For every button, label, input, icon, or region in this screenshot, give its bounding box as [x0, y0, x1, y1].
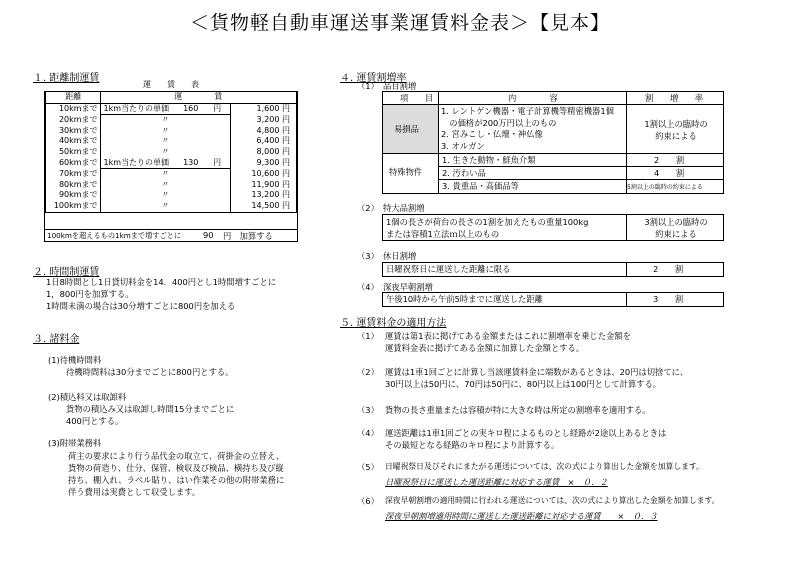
item-surcharge-table — [382, 91, 724, 194]
rule-number: （4） — [357, 428, 379, 438]
fare-row — [46, 169, 297, 180]
holiday-title: （3） 休日割増 — [357, 251, 417, 261]
special-contents — [439, 154, 723, 192]
oversize-rate-line: 3割以上の臨時の — [644, 217, 708, 227]
loading-fee-body — [66, 403, 234, 427]
fare-amount: 1,600 円 — [231, 103, 297, 115]
fare-note: 〃 — [161, 146, 170, 156]
extra-row — [45, 229, 297, 241]
oversize-line: 1個の長さが荷台の長さの1割を加えたもの重量100kg — [386, 217, 589, 227]
fare-note: 1km当たりの単価 — [103, 103, 170, 113]
fare-note-cell — [100, 201, 231, 212]
col-distance-header: 距離 — [46, 92, 101, 103]
fragile-label: 易損品 — [394, 124, 419, 134]
fragile-line: 2. 宮みこし・仏壇・神仏像 — [441, 129, 543, 139]
fare-amount: 3,200 円 — [231, 115, 297, 126]
loading-fee-line: 400円とする。 — [66, 416, 124, 426]
fare-distance: 90kmまで — [46, 190, 101, 201]
special-row — [439, 180, 723, 192]
extra-row-label: 100kmを超えるもの1kmまで増すごとに — [47, 231, 182, 240]
holiday-text: 日曜祝祭日に運送した距離に限る — [386, 264, 511, 274]
rule-line: 30円以上は50円に、70円は50円に、80円以上は100円として計算する。 — [385, 379, 662, 389]
fare-amount: 10,600 円 — [231, 169, 297, 180]
rule-line: 運賃料金表に掲げてある金額に加算した金額とする。 — [385, 343, 585, 353]
rule-line: 運送距離は1車1回ごとの実キロ程によるものとし経路が2途以上あるときは — [385, 428, 667, 438]
rule-line: 運賃は1車1回ごとに計算し当該運賃料金に端数があるときは、20円は切捨てに、 — [385, 367, 689, 377]
header-item: 項 目 — [400, 93, 434, 103]
oversize-line: または容積1立法ｍ以上のもの — [386, 229, 500, 239]
oversize-rate — [633, 216, 719, 240]
loading-fee-line: 貨物の積込み又は取卸し時間15分までごとに — [66, 404, 235, 414]
fare-note-cell — [100, 147, 231, 158]
divider — [626, 293, 627, 306]
fare-amount: 9,300 円 — [231, 158, 297, 169]
fragile-line: 3. オルガン — [441, 140, 485, 151]
special-line: 1. 生きた動物・鮮魚介類 — [442, 155, 536, 165]
oversize-rate-line: 約束による — [655, 229, 697, 239]
fare-note: 〃 — [161, 190, 170, 200]
fare-note: 〃 — [161, 169, 170, 179]
fare-note-cell — [100, 126, 231, 137]
fare-note-cell — [100, 103, 231, 115]
night-title: （4） 深夜早朝割増 — [357, 282, 433, 292]
extra-row-amount: 90 — [203, 230, 214, 240]
section2-heading: ２. 時間制運賃 — [33, 267, 100, 278]
fare-distance: 100kmまで — [46, 201, 101, 212]
ancillary-fee-line: 荷主の要求により行う品代金の取立て、荷掛金の立替え、 — [68, 451, 285, 461]
fare-amount: 4,800 円 — [231, 126, 297, 137]
holiday-formula: 日曜祝祭日に運送した運送距離に対応する運賃 × ０．２ — [385, 477, 608, 487]
fare-unit-price: 160 — [183, 103, 199, 113]
fragile-line: の価格が200万円以上のもの — [441, 117, 557, 128]
special-rate: 2 割 — [654, 155, 685, 165]
night-rate: 3 割 — [653, 294, 684, 304]
fare-row — [46, 147, 297, 158]
special-line: 3. 貴重品・高価品等 — [442, 181, 519, 191]
fragile-rate-line: 1割以上の臨時の — [644, 119, 708, 129]
fare-note-cell — [100, 115, 231, 126]
ancillary-fee-line: 持ち、棚入れ、ラベル貼り、はい作業その他の附帯業務に — [68, 475, 285, 485]
ancillary-fee-body — [68, 450, 284, 498]
fare-row — [46, 136, 297, 147]
rule-line: 運賃は第1表に掲げてある金額またはこれに割増率を乗じた金額を — [385, 331, 631, 341]
section2-line: 1日8時間とし1日貸切料金を14．400円とし1時間増すごとに — [46, 277, 277, 287]
fare-note: 〃 — [161, 115, 170, 125]
waiting-fee-text: 待機時間料は30分までごとに800円とする。 — [66, 367, 234, 377]
fare-note: 〃 — [161, 125, 170, 135]
fare-unit-yen: 円 — [213, 157, 222, 167]
fare-distance: 70kmまで — [46, 169, 101, 180]
fare-distance: 80kmまで — [46, 180, 101, 191]
oversize-text — [386, 216, 588, 240]
rule-number: （1） — [357, 331, 379, 341]
section2-line: 1時間未満の場合は30分増すごとに800円を加える — [46, 301, 236, 311]
header-rate: 割 増 率 — [645, 93, 704, 103]
fare-distance: 30kmまで — [46, 126, 101, 137]
special-line: 2. 汚わい品 — [442, 168, 486, 178]
fare-note: 〃 — [161, 200, 170, 210]
night-box — [382, 292, 724, 307]
fragile-contents — [441, 106, 614, 152]
fare-amount: 11,900 円 — [231, 180, 297, 191]
fare-note-cell — [100, 190, 231, 201]
fare-amount: 13,200 円 — [231, 190, 297, 201]
page-title: ＜貨物軽自動車運送事業運賃料金表＞【見本】 — [189, 12, 610, 34]
fare-note: 〃 — [161, 136, 170, 146]
rule-number: （5） — [357, 462, 379, 472]
special-rate: 4 割 — [654, 168, 685, 178]
divider — [626, 215, 627, 240]
holiday-rate: 2 割 — [653, 264, 684, 274]
section2-line: 1，800円を加算する。 — [46, 289, 134, 299]
rule-number: （6） — [357, 496, 379, 506]
ancillary-fee-title: (3)附帯業務料 — [48, 438, 102, 448]
special-rate: 5割以上の臨時の約束による — [627, 184, 703, 191]
special-row — [439, 167, 723, 180]
fare-note-cell — [100, 136, 231, 147]
fare-note-cell — [100, 158, 231, 169]
col-fare-header: 運 賃 — [100, 92, 296, 103]
special-row — [439, 154, 723, 167]
fare-row — [46, 190, 297, 201]
waiting-fee-title: (1)待機時間料 — [48, 355, 102, 365]
item-surcharge-title: （1） 品目割増 — [357, 81, 417, 91]
fare-row — [46, 115, 297, 126]
fare-row — [46, 180, 297, 191]
ancillary-fee-line: 伴う費用は実費として収受します。 — [68, 487, 201, 497]
fare-row — [46, 126, 297, 137]
fare-distance: 10kmまで — [46, 103, 101, 115]
fare-amount: 8,000 円 — [231, 147, 297, 158]
fare-row — [46, 158, 297, 169]
rule-line: その最短となる経路のキロ程により計算する。 — [385, 440, 560, 450]
oversize-title: （2） 特大品割増 — [357, 203, 425, 213]
fragile-line: 1. レントゲン機器・電子計算機等精密機器1個 — [441, 106, 614, 116]
night-text: 午後10時から午前5時までに運送した距離 — [386, 294, 543, 304]
fare-distance: 20kmまで — [46, 115, 101, 126]
ancillary-fee-line: 貨物の荷造り、仕分、保管、検収及び検品、横持ち及び縦 — [68, 463, 284, 473]
night-formula: 深夜早朝割増適用時間に運送した運送距離に対応する運賃 × ０．３ — [385, 511, 658, 521]
fragile-rate-line: 約束による — [655, 131, 697, 141]
fare-distance: 40kmまで — [46, 136, 101, 147]
fare-unit-price: 130 — [183, 157, 199, 167]
rule-line: 深夜早朝割増の適用時間に行われる運送については、次の式により算出した金額を加算します。 — [385, 496, 720, 505]
fare-row — [46, 103, 297, 115]
section5-heading: ５. 運賃料金の適用方法 — [340, 318, 447, 329]
holiday-box — [382, 262, 724, 277]
loading-fee-title: (2)積込料又は取卸料 — [48, 392, 127, 402]
fare-unit-yen: 円 — [213, 103, 222, 113]
fare-row — [46, 201, 297, 212]
section2-body — [46, 276, 276, 312]
fare-note-cell — [100, 169, 231, 180]
fare-distance: 60kmまで — [46, 158, 101, 169]
rule-line: 貨物の長さ重量または容積が特に大きな時は所定の割増率を適用する。 — [385, 405, 651, 415]
fare-note: 1km当たりの単価 — [103, 157, 170, 167]
fare-note-cell — [100, 180, 231, 191]
oversize-box — [382, 214, 724, 241]
fragile-rate — [633, 118, 719, 142]
section1-heading: １. 距離制運賃 — [33, 73, 100, 84]
header-content: 内 容 — [508, 93, 558, 103]
extra-row-suffix: 円 加算する — [223, 231, 273, 241]
section4-heading: ４. 運賃割増率 — [340, 73, 407, 84]
rule-line: 日曜祝祭日及びそれにまたがる運送については、次の式により算出した金額を加算します。 — [385, 462, 704, 471]
rule-number: （2） — [357, 367, 379, 377]
section3-heading: ３. 諸料金 — [33, 334, 80, 345]
fare-note: 〃 — [161, 179, 170, 189]
fare-table — [44, 91, 298, 242]
fare-table-caption: 運 賃 表 — [143, 80, 199, 89]
fare-distance: 50kmまで — [46, 147, 101, 158]
rule-number: （3） — [357, 405, 379, 415]
divider — [626, 263, 627, 276]
fare-amount: 14,500 円 — [231, 201, 297, 212]
fragile-label-cell — [383, 105, 438, 153]
special-label: 特殊物件 — [389, 167, 423, 177]
item-table-header — [383, 92, 723, 105]
fare-amount: 6,400 円 — [231, 136, 297, 147]
